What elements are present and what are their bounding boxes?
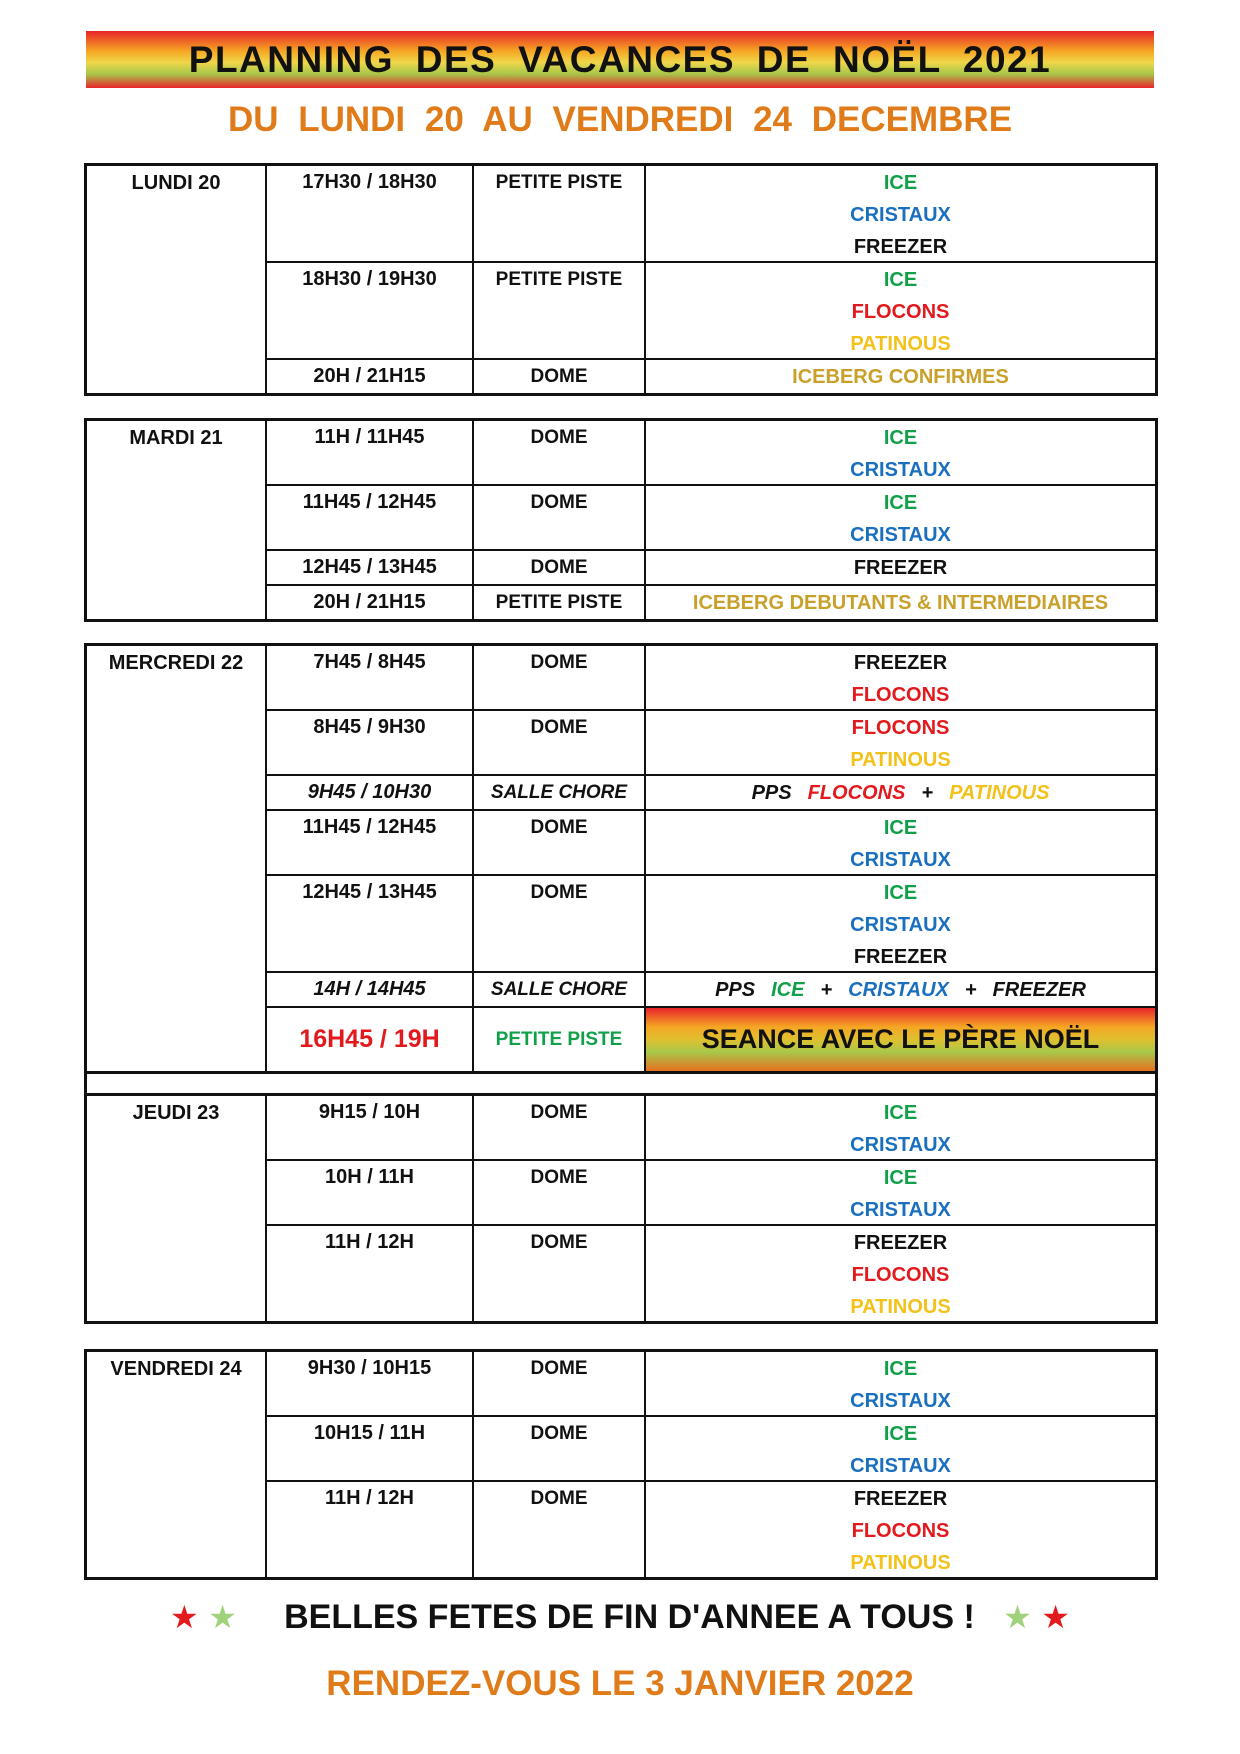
session-groups — [646, 973, 1155, 1006]
footer-greeting — [0, 1598, 1240, 1637]
session-location: DOME — [474, 1417, 646, 1480]
group-name: FREEZER — [853, 557, 948, 579]
session-location: SALLE CHORE — [474, 776, 646, 809]
session-time: 20H / 21H15 — [267, 360, 474, 393]
session-groups — [646, 1161, 1155, 1224]
group-name: ICE — [883, 882, 918, 904]
red-star-icon: ★ — [1041, 1599, 1070, 1635]
footer-rendezvous: RENDEZ-VOUS LE 3 JANVIER 2022 — [326, 1664, 914, 1703]
special-session: SEANCE AVEC LE PÈRE NOËL — [646, 1008, 1155, 1071]
group-name: + — [921, 782, 934, 804]
session-location: DOME — [474, 711, 646, 774]
group-name: ICEBERG CONFIRMES — [792, 366, 1009, 388]
session-groups — [646, 166, 1155, 261]
session-time: 11H45 / 12H45 — [267, 486, 474, 549]
group-name: ICE — [771, 979, 805, 1001]
group-name: PATINOUS — [850, 333, 951, 355]
session-groups — [646, 646, 1155, 709]
group-name: ICE — [883, 1167, 918, 1189]
session-groups — [646, 1482, 1155, 1577]
session-time: 11H / 12H — [267, 1482, 474, 1577]
group-name: FREEZER — [853, 1488, 948, 1510]
table-row — [267, 421, 1155, 484]
session-groups — [646, 876, 1155, 971]
session-time: 17H30 / 18H30 — [267, 166, 474, 261]
page-subtitle: DU LUNDI 20 AU VENDREDI 24 DECEMBRE — [227, 100, 1013, 139]
table-row — [267, 646, 1155, 709]
session-location: DOME — [474, 421, 646, 484]
group-name: PPS — [751, 782, 792, 804]
group-name: FREEZER — [992, 979, 1086, 1001]
session-location: DOME — [474, 1096, 646, 1159]
session-groups — [646, 551, 1155, 584]
group-name: FLOCONS — [851, 301, 950, 323]
session-time: 14H / 14H45 — [267, 973, 474, 1006]
session-location: DOME — [474, 360, 646, 393]
session-time: 8H45 / 9H30 — [267, 711, 474, 774]
session-location: PETITE PISTE — [474, 263, 646, 358]
day-block — [84, 163, 1158, 396]
session-time: 7H45 / 8H45 — [267, 646, 474, 709]
table-row — [267, 1224, 1155, 1321]
session-groups — [646, 711, 1155, 774]
day-block — [84, 418, 1158, 622]
group-name: CRISTAUX — [850, 914, 951, 936]
session-time: 18H30 / 19H30 — [267, 263, 474, 358]
group-name: FLOCONS — [807, 782, 906, 804]
group-name: ICE — [883, 269, 918, 291]
group-name: CRISTAUX — [850, 524, 951, 546]
group-name: ICE — [883, 1423, 918, 1445]
session-location: DOME — [474, 876, 646, 971]
session-location: DOME — [474, 1161, 646, 1224]
group-name: CRISTAUX — [850, 1455, 951, 1477]
group-name: CRISTAUX — [850, 459, 951, 481]
red-star-icon: ★ — [170, 1599, 199, 1635]
group-name: FLOCONS — [851, 1264, 950, 1286]
session-location: DOME — [474, 1352, 646, 1415]
session-groups — [646, 421, 1155, 484]
group-name: FREEZER — [853, 946, 948, 968]
day-label: JEUDI 23 — [87, 1096, 267, 1321]
session-groups — [646, 263, 1155, 358]
session-groups — [646, 486, 1155, 549]
table-row — [267, 1096, 1155, 1159]
session-time: 12H45 / 13H45 — [267, 551, 474, 584]
group-name: FREEZER — [853, 652, 948, 674]
group-name: CRISTAUX — [850, 1390, 951, 1412]
table-spacer — [84, 1063, 1158, 1095]
group-name: CRISTAUX — [848, 979, 949, 1001]
session-location: DOME — [474, 1482, 646, 1577]
session-location: SALLE CHORE — [474, 973, 646, 1006]
table-row — [267, 1480, 1155, 1577]
session-location: DOME — [474, 1226, 646, 1321]
green-star-icon: ★ — [208, 1599, 237, 1635]
group-name: CRISTAUX — [850, 1199, 951, 1221]
table-row — [267, 971, 1155, 1006]
session-time: 20H / 21H15 — [267, 586, 474, 619]
table-row — [267, 549, 1155, 584]
session-location: PETITE PISTE — [474, 166, 646, 261]
group-name: + — [964, 979, 977, 1001]
session-time: 10H15 / 11H — [267, 1417, 474, 1480]
session-time: 12H45 / 13H45 — [267, 876, 474, 971]
session-time: 16H45 / 19H — [267, 1008, 474, 1071]
group-name: + — [820, 979, 833, 1001]
group-name: ICE — [883, 1358, 918, 1380]
session-groups — [646, 776, 1155, 809]
group-name: ICE — [883, 1102, 918, 1124]
group-name: CRISTAUX — [850, 849, 951, 871]
page-title: PLANNING DES VACANCES DE NOËL 2021 — [188, 38, 1052, 80]
session-groups — [646, 1417, 1155, 1480]
green-star-icon: ★ — [1003, 1599, 1032, 1635]
table-row — [267, 484, 1155, 549]
table-row — [267, 1352, 1155, 1415]
group-name: FLOCONS — [851, 1520, 950, 1542]
group-name: PATINOUS — [850, 749, 951, 771]
session-location: DOME — [474, 551, 646, 584]
session-time: 9H30 / 10H15 — [267, 1352, 474, 1415]
day-block — [84, 1093, 1158, 1324]
session-groups — [646, 1096, 1155, 1159]
day-label: MARDI 21 — [87, 421, 267, 619]
group-name: CRISTAUX — [850, 204, 951, 226]
table-row — [267, 1006, 1155, 1071]
table-row — [267, 261, 1155, 358]
table-row — [267, 358, 1155, 393]
table-row — [267, 774, 1155, 809]
session-groups — [646, 811, 1155, 874]
group-name: PATINOUS — [850, 1296, 951, 1318]
group-name: ICE — [883, 817, 918, 839]
group-name: FLOCONS — [851, 684, 950, 706]
table-row — [267, 1415, 1155, 1480]
day-label: LUNDI 20 — [87, 166, 267, 393]
session-time: 11H / 12H — [267, 1226, 474, 1321]
group-name: FREEZER — [853, 1232, 948, 1254]
table-row — [267, 809, 1155, 874]
group-name: ICE — [883, 427, 918, 449]
session-location: PETITE PISTE — [474, 586, 646, 619]
group-name: PPS — [715, 979, 756, 1001]
session-location: DOME — [474, 486, 646, 549]
table-row — [267, 709, 1155, 774]
group-name: PATINOUS — [850, 1552, 951, 1574]
session-time: 9H45 / 10H30 — [267, 776, 474, 809]
session-time: 11H45 / 12H45 — [267, 811, 474, 874]
group-name: PATINOUS — [949, 782, 1050, 804]
table-row — [267, 584, 1155, 619]
session-groups — [646, 586, 1155, 619]
session-time: 10H / 11H — [267, 1161, 474, 1224]
group-name: ICE — [883, 492, 918, 514]
footer-greeting-text: BELLES FETES DE FIN D'ANNEE A TOUS ! — [284, 1598, 975, 1636]
session-location: DOME — [474, 811, 646, 874]
session-groups — [646, 360, 1155, 393]
table-row — [267, 874, 1155, 971]
session-location: DOME — [474, 646, 646, 709]
day-label: MERCREDI 22 — [87, 646, 267, 1071]
table-row — [267, 166, 1155, 261]
session-groups — [646, 1226, 1155, 1321]
session-time: 11H / 11H45 — [267, 421, 474, 484]
table-row — [267, 1159, 1155, 1224]
session-groups — [646, 1352, 1155, 1415]
group-name: ICE — [883, 172, 918, 194]
title-banner — [86, 31, 1154, 88]
group-name: ICEBERG DEBUTANTS & INTERMEDIAIRES — [692, 592, 1109, 614]
group-name: CRISTAUX — [850, 1134, 951, 1156]
session-location: PETITE PISTE — [474, 1008, 646, 1071]
day-label: VENDREDI 24 — [87, 1352, 267, 1577]
session-time: 9H15 / 10H — [267, 1096, 474, 1159]
group-name: FREEZER — [853, 236, 948, 258]
day-block — [84, 643, 1158, 1074]
group-name: FLOCONS — [851, 717, 950, 739]
day-block — [84, 1349, 1158, 1580]
